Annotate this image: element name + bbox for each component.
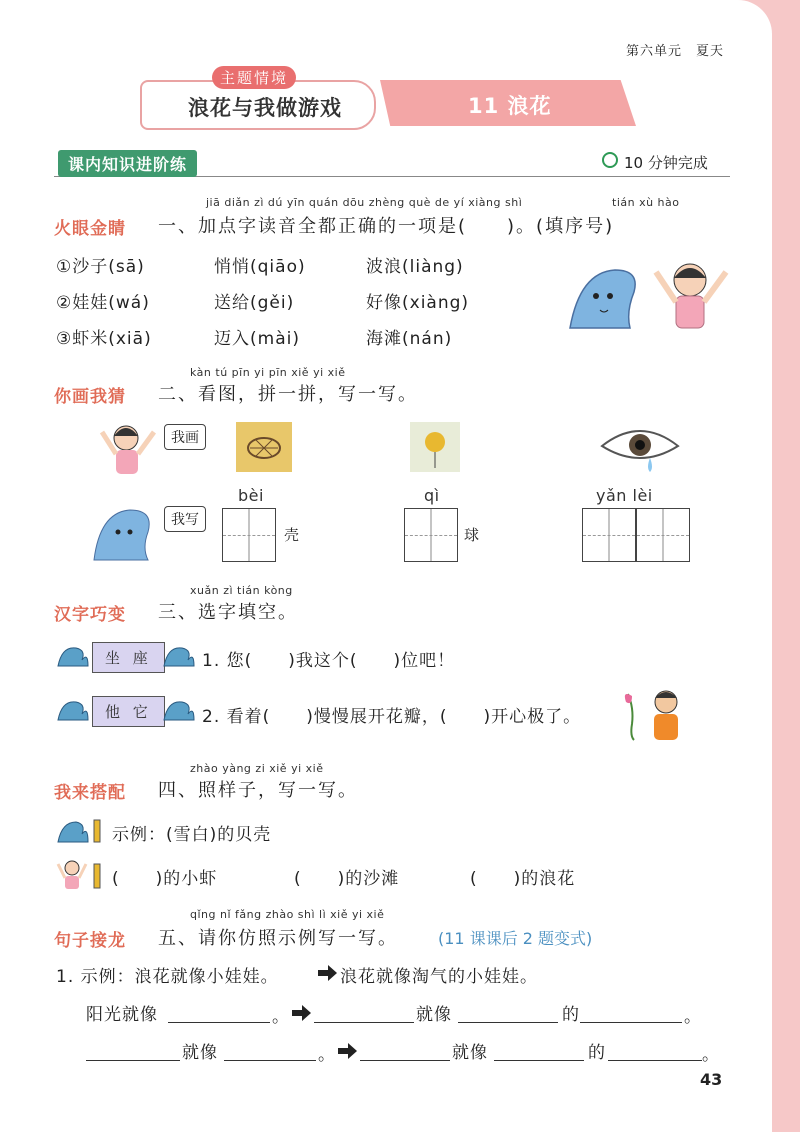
q1-label: 火眼金睛 (54, 219, 126, 239)
q5-label: 句子接龙 (54, 931, 126, 951)
q1-option: 波浪(liàng) (366, 257, 464, 277)
period-text: 。 (272, 1007, 290, 1027)
girl-pencil-icon (56, 858, 110, 890)
writing-grid[interactable] (582, 508, 636, 562)
q1-option: 好像(xiàng) (366, 293, 470, 313)
shell-suffix: 壳 (284, 526, 301, 544)
lesson-title: 11 浪花 (468, 94, 552, 118)
q5-title: 五、请你仿照示例写一写。 (158, 928, 398, 949)
right-arrow-icon (338, 1042, 358, 1060)
q5-connector: 就像 (182, 1043, 218, 1063)
alarm-clock-icon (602, 152, 618, 168)
balloon-suffix: 球 (464, 526, 481, 544)
wave-and-girl-illustration (560, 252, 740, 332)
page-number: 43 (700, 1070, 723, 1089)
period-text: 。 (318, 1045, 336, 1065)
draw-tag: 我画 (164, 424, 206, 450)
q3-pinyin: xuǎn zì tián kòng (190, 584, 293, 597)
q3-sentence: 1. 您( )我这个( )位吧！ (202, 651, 456, 671)
q1-option: 悄悄(qiāo) (214, 257, 306, 277)
q4-pinyin: zhào yàng zi xiě yi xiě (190, 762, 324, 775)
q5-hint: (11 课课后 2 题变式) (438, 929, 593, 948)
q4-blank-beach[interactable]: ( )的沙滩 (294, 869, 400, 889)
q1-option: ①沙子(sā) (56, 257, 145, 277)
theme-title: 浪花与我做游戏 (188, 96, 342, 120)
q2-title: 二、看图，拼一拼，写一写。 (158, 384, 418, 405)
q5-pinyin: qǐng nǐ fǎng zhào shì lì xiě yi xiě (190, 908, 385, 921)
q1-tail-pinyin: tián xù hào (612, 196, 680, 209)
q1-option: 迈入(mài) (214, 329, 300, 349)
q1-option: ②娃娃(wá) (56, 293, 150, 313)
wave-icon (162, 696, 196, 722)
q1-title: 一、加点字读音全都正确的一项是( )。(填序号) (158, 216, 615, 237)
tears-pinyin: yǎn lèi (596, 486, 653, 505)
q4-example: 示例：(雪白)的贝壳 (112, 825, 272, 845)
answer-blank[interactable] (580, 1000, 682, 1023)
q1-option: 送给(gěi) (214, 293, 295, 313)
q5-de: 的 (588, 1043, 606, 1063)
right-arrow-icon (318, 964, 338, 982)
q4-blank-wave[interactable]: ( )的浪花 (470, 869, 576, 889)
girl-drawing-icon (96, 420, 160, 476)
q2-pinyin: kàn tú pīn yi pīn xiě yi xiě (190, 366, 346, 379)
choice-box: 他 它 (92, 696, 165, 727)
shell-picture (236, 422, 292, 472)
section-title: 课内知识进阶练 (58, 150, 197, 177)
timer-label: 10 分钟完成 (624, 154, 708, 172)
q3-title: 三、选字填空。 (158, 602, 298, 623)
answer-blank[interactable] (86, 1038, 180, 1061)
unit-label: 第六单元 夏天 (626, 44, 725, 59)
q3-label: 汉字巧变 (54, 605, 126, 625)
period-text: 。 (684, 1007, 702, 1027)
right-arrow-icon (292, 1004, 312, 1022)
shell-pinyin: bèi (238, 486, 264, 505)
q4-title: 四、照样子，写一写。 (158, 780, 358, 801)
q3-sentence: 2. 看着( )慢慢展开花瓣，( )开心极了。 (202, 707, 582, 727)
answer-blank[interactable] (360, 1038, 450, 1061)
answer-blank[interactable] (608, 1038, 702, 1061)
answer-blank[interactable] (168, 1000, 270, 1023)
eye-tear-picture (598, 420, 682, 474)
q5-example-prefix: 1. 示例：浪花就像小娃娃。 (56, 967, 279, 987)
answer-blank[interactable] (224, 1038, 316, 1061)
answer-blank[interactable] (494, 1038, 584, 1061)
writing-grid[interactable] (636, 508, 690, 562)
q1-pinyin: jiā diǎn zì dú yīn quán dōu zhèng què de yí xiàng shì (206, 196, 523, 209)
q5-line1-start: 阳光就像 (86, 1005, 158, 1025)
wave-character-icon (90, 502, 160, 562)
period-text: 。 (702, 1045, 720, 1065)
choice-box: 坐 座 (92, 642, 165, 673)
theme-tag: 主题情境 (212, 66, 296, 89)
writing-grid[interactable] (404, 508, 458, 562)
q4-label: 我来搭配 (54, 783, 126, 803)
wave-icon (56, 696, 90, 722)
flower-boy-illustration (618, 684, 688, 742)
answer-blank[interactable] (314, 1000, 414, 1023)
balloon-picture (410, 422, 460, 472)
writing-grid[interactable] (222, 508, 276, 562)
q1-option: ③虾米(xiā) (56, 329, 152, 349)
q4-blank-shrimp[interactable]: ( )的小虾 (112, 869, 218, 889)
q5-example-result: 浪花就像淘气的小娃娃。 (340, 967, 538, 987)
q2-label: 你画我猜 (54, 387, 126, 407)
wave-pencil-icon (56, 816, 110, 844)
q5-connector: 就像 (416, 1005, 452, 1025)
answer-blank[interactable] (458, 1000, 558, 1023)
wave-icon (56, 642, 90, 668)
q5-de: 的 (562, 1005, 580, 1025)
q1-option: 海滩(nán) (366, 329, 453, 349)
write-tag: 我写 (164, 506, 206, 532)
q5-connector: 就像 (452, 1043, 488, 1063)
balloon-pinyin: qì (424, 486, 440, 505)
wave-icon (162, 642, 196, 668)
